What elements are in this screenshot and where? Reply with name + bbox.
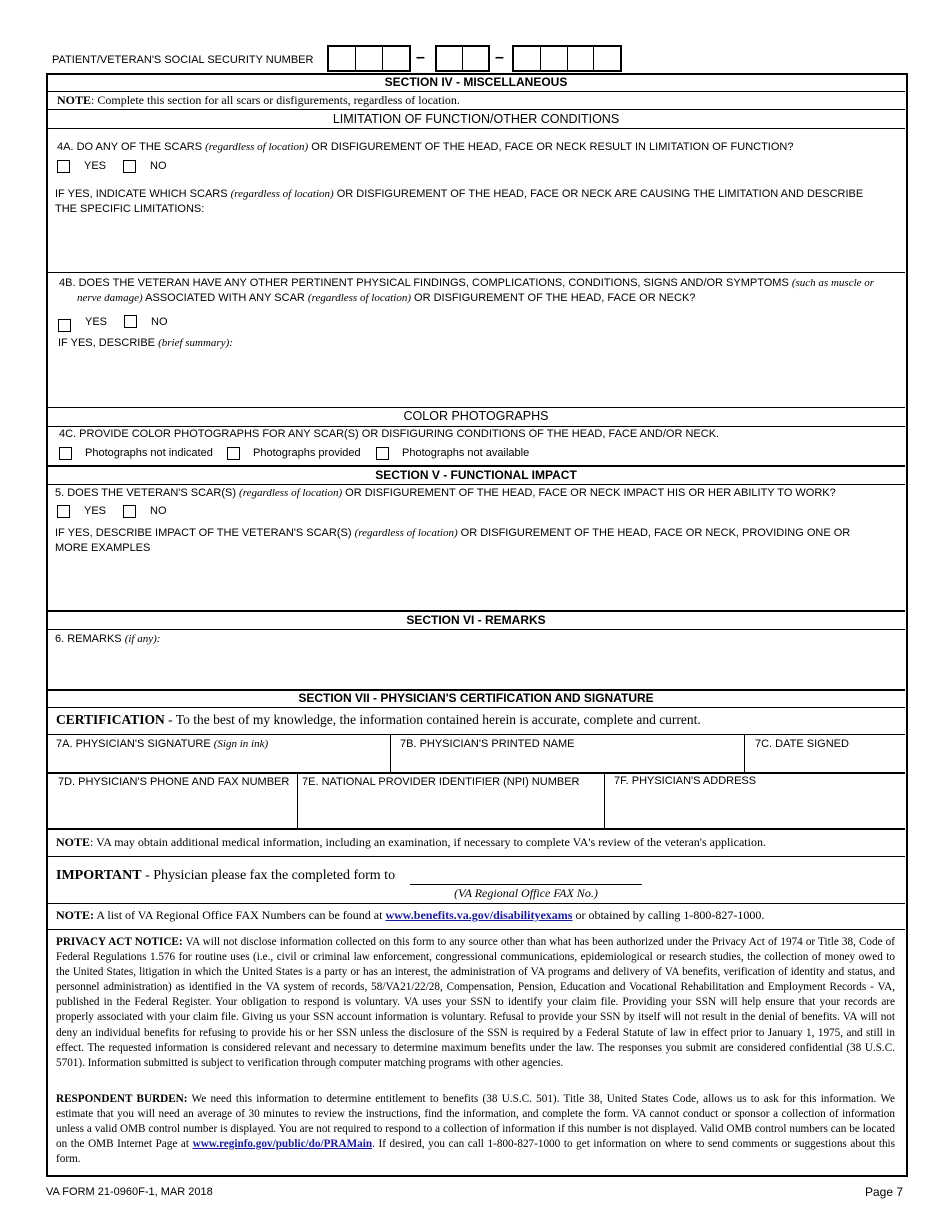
q4b-question: 4B. DOES THE VETERAN HAVE ANY OTHER PERTINENT PHYSICAL FINDINGS, COMPLICATIONS, CONDITIONS, SIGNS AND/OR SYMPTOMS (such as muscle or xyxy=(59,277,875,289)
ssn-label: PATIENT/VETERAN'S SOCIAL SECURITY NUMBER xyxy=(52,54,314,66)
q4c-not-indicated-checkbox[interactable] xyxy=(59,447,72,460)
section4-title: SECTION IV - MISCELLANEOUS xyxy=(384,75,568,89)
page-number: Page 7 xyxy=(865,1185,904,1199)
q4b-describe: IF YES, DESCRIBE (brief summary): xyxy=(58,337,233,349)
omb-link[interactable]: www.reginfo.gov/public/do/PRAMain xyxy=(192,1138,373,1151)
fax-caption: (VA Regional Office FAX No.) xyxy=(454,886,598,900)
q5-ifyes: IF YES, DESCRIBE IMPACT OF THE VETERAN'S SCAR(S) (regardless of location) OR DISFIGUREMENT OF THE HEAD, FACE OR NECK, PROVIDING ONE OR xyxy=(55,527,851,539)
q4a-question: 4A. DO ANY OF THE SCARS (regardless of location) OR DISFIGUREMENT OF THE HEAD, FACE OR NECK RESULT IN LIMITATION OF FUNCTION? xyxy=(57,141,794,153)
q4c-not-indicated-label: Photographs not indicated xyxy=(85,447,213,459)
certification-statement: CERTIFICATION - To the best of my knowledge, the information contained herein is accurate, complete and current. xyxy=(56,712,701,727)
q4b-question-line2: nerve damage) ASSOCIATED WITH ANY SCAR (regardless of location) OR DISFIGUREMENT OF THE HEAD, FACE OR NECK? xyxy=(77,292,696,304)
f7f-address-field[interactable] xyxy=(608,792,900,826)
f7a-label: 7A. PHYSICIAN'S SIGNATURE (Sign in ink) xyxy=(56,738,269,750)
q4b-yes-label: YES xyxy=(85,316,108,328)
ssn-dash-1: – xyxy=(416,49,425,66)
q4a-answer-area[interactable] xyxy=(55,220,895,268)
section7-title: SECTION VII - PHYSICIAN'S CERTIFICATION AND SIGNATURE xyxy=(298,691,654,705)
f7b-printed-name-field[interactable] xyxy=(396,752,740,770)
respondent-burden: RESPONDENT BURDEN: We need this information to determine entitlement to benefits (38 U.S.C. 501). Title 38, United States Code, allows us to ask for this information. We estimate that you will need an average of 30 minutes to review the instructions, find the information, and complete the form. VA cannot conduct or sponsor a collection of information unless a valid OMB control number is displayed. You are not required to respond to a collection of information if this number is not displayed. Valid OMB control numbers can be located on the OMB Internet Page at www.reginfo.gov/public/do/PRAMain. If desired, you can call 1-800-827-1000 to get information on where to send comments or suggestions about this form. xyxy=(56,1093,896,1166)
form-id: VA FORM 21-0960F-1, MAR 2018 xyxy=(46,1186,213,1198)
f7e-npi-field[interactable] xyxy=(301,792,600,826)
privacy-act-notice: PRIVACY ACT NOTICE: VA will not disclose information collected on this form to any source other than what has been authorized under the Privacy Act of 1974 or Title 38, Code of Federal Regulations 1.576 for routine uses (i.e., civil or criminal law enforcement, congressional communications, epidemiological or research studies, the collection of money owed to the United States, litigation in which the United States is a party or has an interest, the administration of VA programs and delivery of VA benefits, verification of identity and status, and personnel administration) as identified in the VA system of records, 58/VA21/22/28, Compensation, Pension, Education and Vocational Rehabilitation and Employment Records - VA, published in the Federal Register. Your obligation to respond is voluntary. VA uses your SSN to identify your claim file. Providing your SSN will help ensure that your records are properly associated with your claim file. Giving us your SSN account information is voluntary. Refusal to provide your SSN by itself will not result in the denial of benefits. VA will not deny an individual benefits for refusing to provide his or her SSN unless the disclosure of the SSN is required by a Federal Statute of law in effect prior to January 1, 1975, and still in effect. The requested information is considered relevant and necessary to determine maximum benefits under the law. The responses you submit are considered confidential (38 U.S.C. 5701). Information submitted is subject to verification through computer matching programs with other agencies. xyxy=(56,936,896,1069)
f7d-label: 7D. PHYSICIAN'S PHONE AND FAX NUMBER xyxy=(58,776,290,788)
q4c-not-available-label: Photographs not available xyxy=(402,447,530,459)
q4b-no-checkbox[interactable] xyxy=(124,315,137,328)
f7b-label: 7B. PHYSICIAN'S PRINTED NAME xyxy=(400,738,575,750)
q5-question: 5. DOES THE VETERAN'S SCAR(S) (regardless of location) OR DISFIGUREMENT OF THE HEAD, FACE OR NECK IMPACT HIS OR HER ABILITY TO WORK? xyxy=(55,487,836,499)
q4c-not-available-checkbox[interactable] xyxy=(376,447,389,460)
q5-yes-label: YES xyxy=(84,505,107,517)
f7d-phone-fax-field[interactable] xyxy=(52,792,293,826)
q4a-yes-checkbox[interactable] xyxy=(57,160,70,173)
note-additional-info: NOTE: VA may obtain additional medical information, including an examination, if necessary to complete VA's review of the veteran's application. xyxy=(56,835,766,849)
f7c-label: 7C. DATE SIGNED xyxy=(755,738,849,750)
ssn-dash-2: – xyxy=(495,49,504,66)
important-fax-instruction: IMPORTANT - Physician please fax the completed form to xyxy=(56,868,396,883)
remarks-label: 6. REMARKS (if any): xyxy=(55,633,161,645)
q4c-provided-label: Photographs provided xyxy=(253,447,361,459)
photos-title: COLOR PHOTOGRAPHS xyxy=(403,409,549,423)
q5-yes-checkbox[interactable] xyxy=(57,505,70,518)
limitation-title: LIMITATION OF FUNCTION/OTHER CONDITIONS xyxy=(332,112,620,126)
q4b-no-label: NO xyxy=(151,316,168,328)
q4a-no-checkbox[interactable] xyxy=(123,160,136,173)
section6-title: SECTION VI - REMARKS xyxy=(406,613,546,627)
q4c-provided-checkbox[interactable] xyxy=(227,447,240,460)
ssn-field-part1[interactable] xyxy=(327,45,411,72)
q4c-question: 4C. PROVIDE COLOR PHOTOGRAPHS FOR ANY SCAR(S) OR DISFIGURING CONDITIONS OF THE HEAD, FACE AND/OR NECK. xyxy=(59,428,720,440)
q4a-ifyes: IF YES, INDICATE WHICH SCARS (regardless of location) OR DISFIGUREMENT OF THE HEAD, FACE OR NECK ARE CAUSING THE LIMITATION AND DESCRIBE xyxy=(55,188,864,200)
f7a-signature-field[interactable] xyxy=(52,752,386,770)
q5-no-checkbox[interactable] xyxy=(123,505,136,518)
q5-ifyes-line2: MORE EXAMPLES xyxy=(55,542,151,554)
fax-number-field[interactable] xyxy=(410,870,642,885)
section5-title: SECTION V - FUNCTIONAL IMPACT xyxy=(375,468,577,482)
section4-note: NOTE: Complete this section for all scars or disfigurements, regardless of location. xyxy=(57,93,460,107)
q4a-ifyes-line2: THE SPECIFIC LIMITATIONS: xyxy=(55,203,205,215)
q4a-no-label: NO xyxy=(150,160,167,172)
f7f-label: 7F. PHYSICIAN'S ADDRESS xyxy=(614,775,757,787)
q4b-answer-area[interactable] xyxy=(55,352,895,402)
ssn-field-part2[interactable] xyxy=(435,45,490,72)
ssn-field-part3[interactable] xyxy=(512,45,622,72)
benefits-link[interactable]: www.benefits.va.gov/disabilityexams xyxy=(385,908,573,922)
remarks-answer-area[interactable] xyxy=(55,648,895,686)
q4a-yes-label: YES xyxy=(84,160,107,172)
note-fax-list: NOTE: A list of VA Regional Office FAX Numbers can be found at www.benefits.va.gov/disabilityexams or obtained by calling 1-800-827-1000. xyxy=(56,908,765,922)
q4b-yes-checkbox[interactable] xyxy=(58,319,71,332)
f7c-date-field[interactable] xyxy=(750,752,900,770)
f7e-label: 7E. NATIONAL PROVIDER IDENTIFIER (NPI) NUMBER xyxy=(302,776,580,788)
q5-answer-area[interactable] xyxy=(55,558,895,604)
q5-no-label: NO xyxy=(150,505,167,517)
